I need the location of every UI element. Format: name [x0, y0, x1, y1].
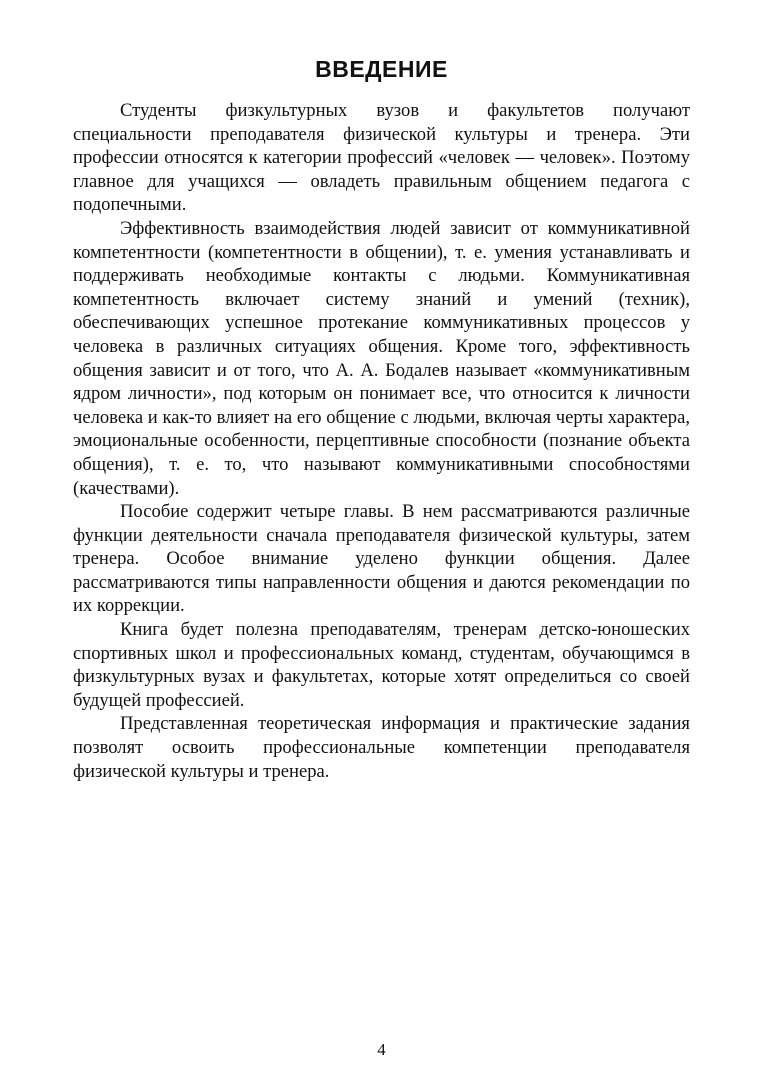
paragraph-2: Эффективность взаимодействия людей зависит от коммуникативной компетентности (компетентности в общении), т. е. умения устанавливать и поддерживать необходимые контакты с людьми. Коммуникативная компетентность включает систему знаний и умений (техник), обеспечивающих успешное протекание коммуникативных процессов у человека в различных ситуациях общения. Кроме того, эффективность общения зависит и от того, что А. А. Бодалев называет «коммуникативным ядром личности», под которым он понимает все, что относится к личности человека и как-то влияет на его общение с людьми, включая черты характера, эмоциональные особенности, перцептивные способности (познание объекта общения), т. е. то, что называют коммуникативными способностями (качествами).	[73, 217, 690, 499]
paragraph-4: Книга будет полезна преподавателям, тренерам детско-юношеских спортивных школ и профессиональных команд, студентам, обучающимся в физкультурных вузах и факультетах, которые хотят определиться со своей будущей профессией.	[73, 619, 690, 711]
paragraph-5: Представленная теоретическая информация и практические задания позволят освоить профессиональные компетенции преподавателя физической культуры и тренера.	[73, 713, 690, 782]
page-number: 4	[377, 1040, 386, 1059]
paragraph-1: Студенты физкультурных вузов и факультетов получают специальности преподавателя физической культуры и тренера. Эти профессии относятся к категории профессий «человек — человек». Поэтому главное для учащихся — овладеть правильным общением педагога с подопечными.	[73, 100, 690, 216]
paragraph-3: Пособие содержит четыре главы. В нем рассматриваются различные функции деятельности сначала преподавателя физической культуры, затем тренера. Особое внимание уделено функции общения. Далее рассматриваются типы направленности общения и даются рекомендации по их коррекции.	[73, 501, 690, 617]
body-text	[73, 99, 690, 783]
page-title: ВВЕДЕНИЕ	[315, 56, 448, 82]
